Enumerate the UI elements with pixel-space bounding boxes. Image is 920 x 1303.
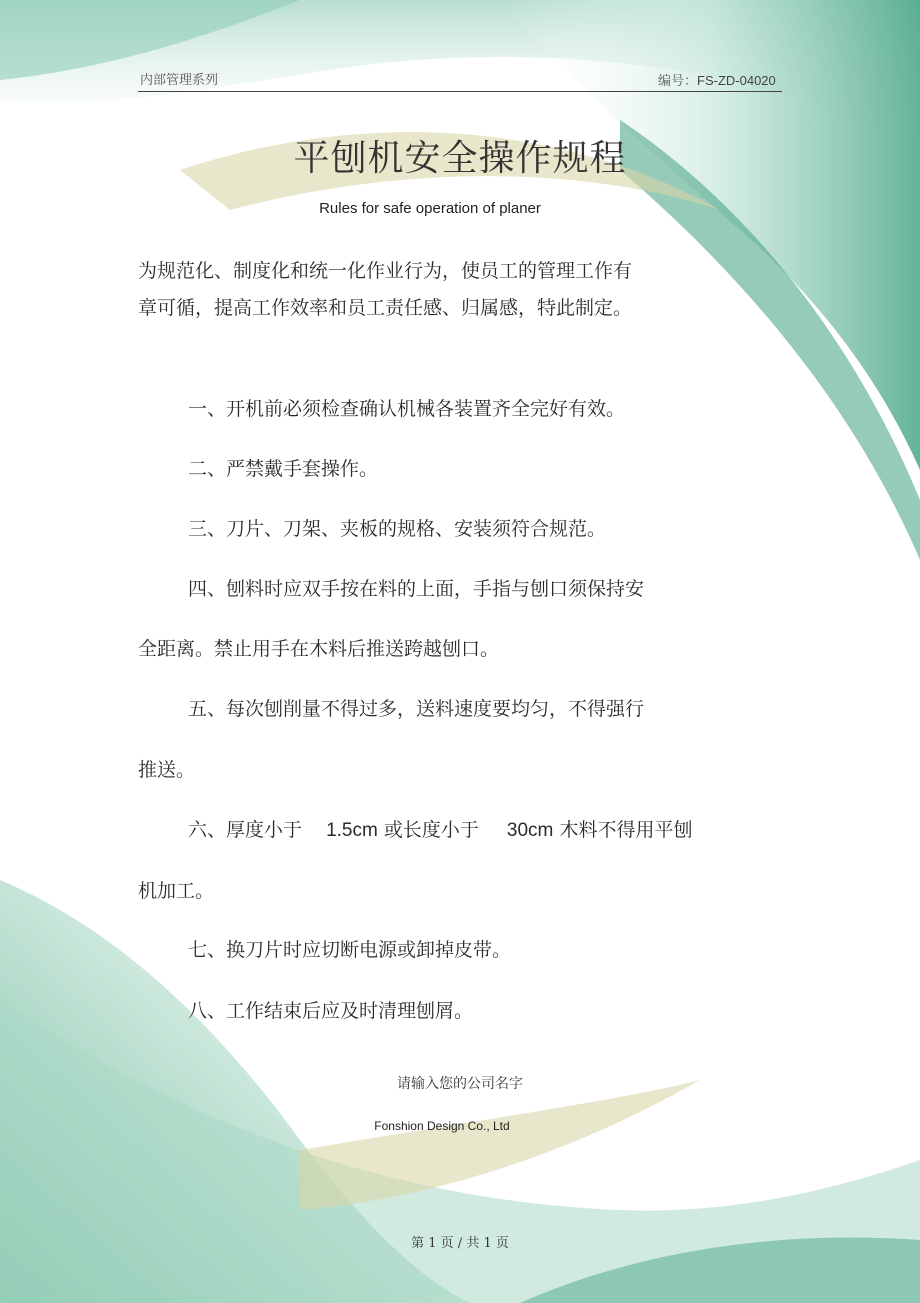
document-title: 平刨机安全操作规程	[293, 138, 627, 179]
rule-5: 五、每次刨削量不得过多，送料速度要均匀，不得强行	[188, 698, 645, 720]
company-name-placeholder: 请输入您的公司名字	[397, 1076, 523, 1092]
rule-4-continued: 全距离。禁止用手在木料后推送跨越刨口。	[138, 638, 500, 660]
rule-8: 八、工作结束后应及时清理刨屑。	[188, 1000, 474, 1022]
rule-6-continued: 机加工。	[138, 880, 215, 902]
rule-6	[188, 815, 692, 842]
rule-6-text-3: 木料不得用平刨	[559, 819, 693, 841]
header-divider	[138, 91, 782, 92]
rule-3: 三、刀片、刀架、夹板的规格、安装须符合规范。	[188, 518, 607, 540]
rule-5-continued: 推送。	[138, 759, 196, 781]
rule-1: 一、开机前必须检查确认机械各装置齐全完好有效。	[188, 398, 626, 420]
header-code-label: 编号：	[658, 74, 698, 89]
header-series: 内部管理系列	[140, 73, 219, 88]
rule-2: 二、严禁戴手套操作。	[188, 458, 379, 480]
header-code	[658, 70, 776, 89]
header-code-value: FS-ZD-04020	[697, 73, 776, 88]
rule-6-length-value: 30cm	[506, 820, 554, 841]
rule-4: 四、刨料时应双手按在料的上面，手指与刨口须保持安	[188, 578, 645, 600]
company-name-english: Fonshion Design Co., Ltd	[374, 1119, 510, 1133]
intro-line: 章可循，提高工作效率和员工责任感、归属感，特此制定。	[138, 297, 633, 319]
rule-6-text-2: 或长度小于	[383, 819, 479, 841]
rule-7: 七、换刀片时应切断电源或卸掉皮带。	[188, 939, 512, 961]
document-subtitle: Rules for safe operation of planer	[319, 200, 541, 217]
page-number: 第 1 页 / 共 1 页	[411, 1236, 509, 1251]
intro-line: 为规范化、制度化和统一化作业行为，使员工的管理工作有	[138, 260, 633, 282]
rule-6-thickness-value: 1.5cm	[326, 820, 378, 841]
rule-6-text-1: 六、厚度小于	[188, 819, 303, 841]
